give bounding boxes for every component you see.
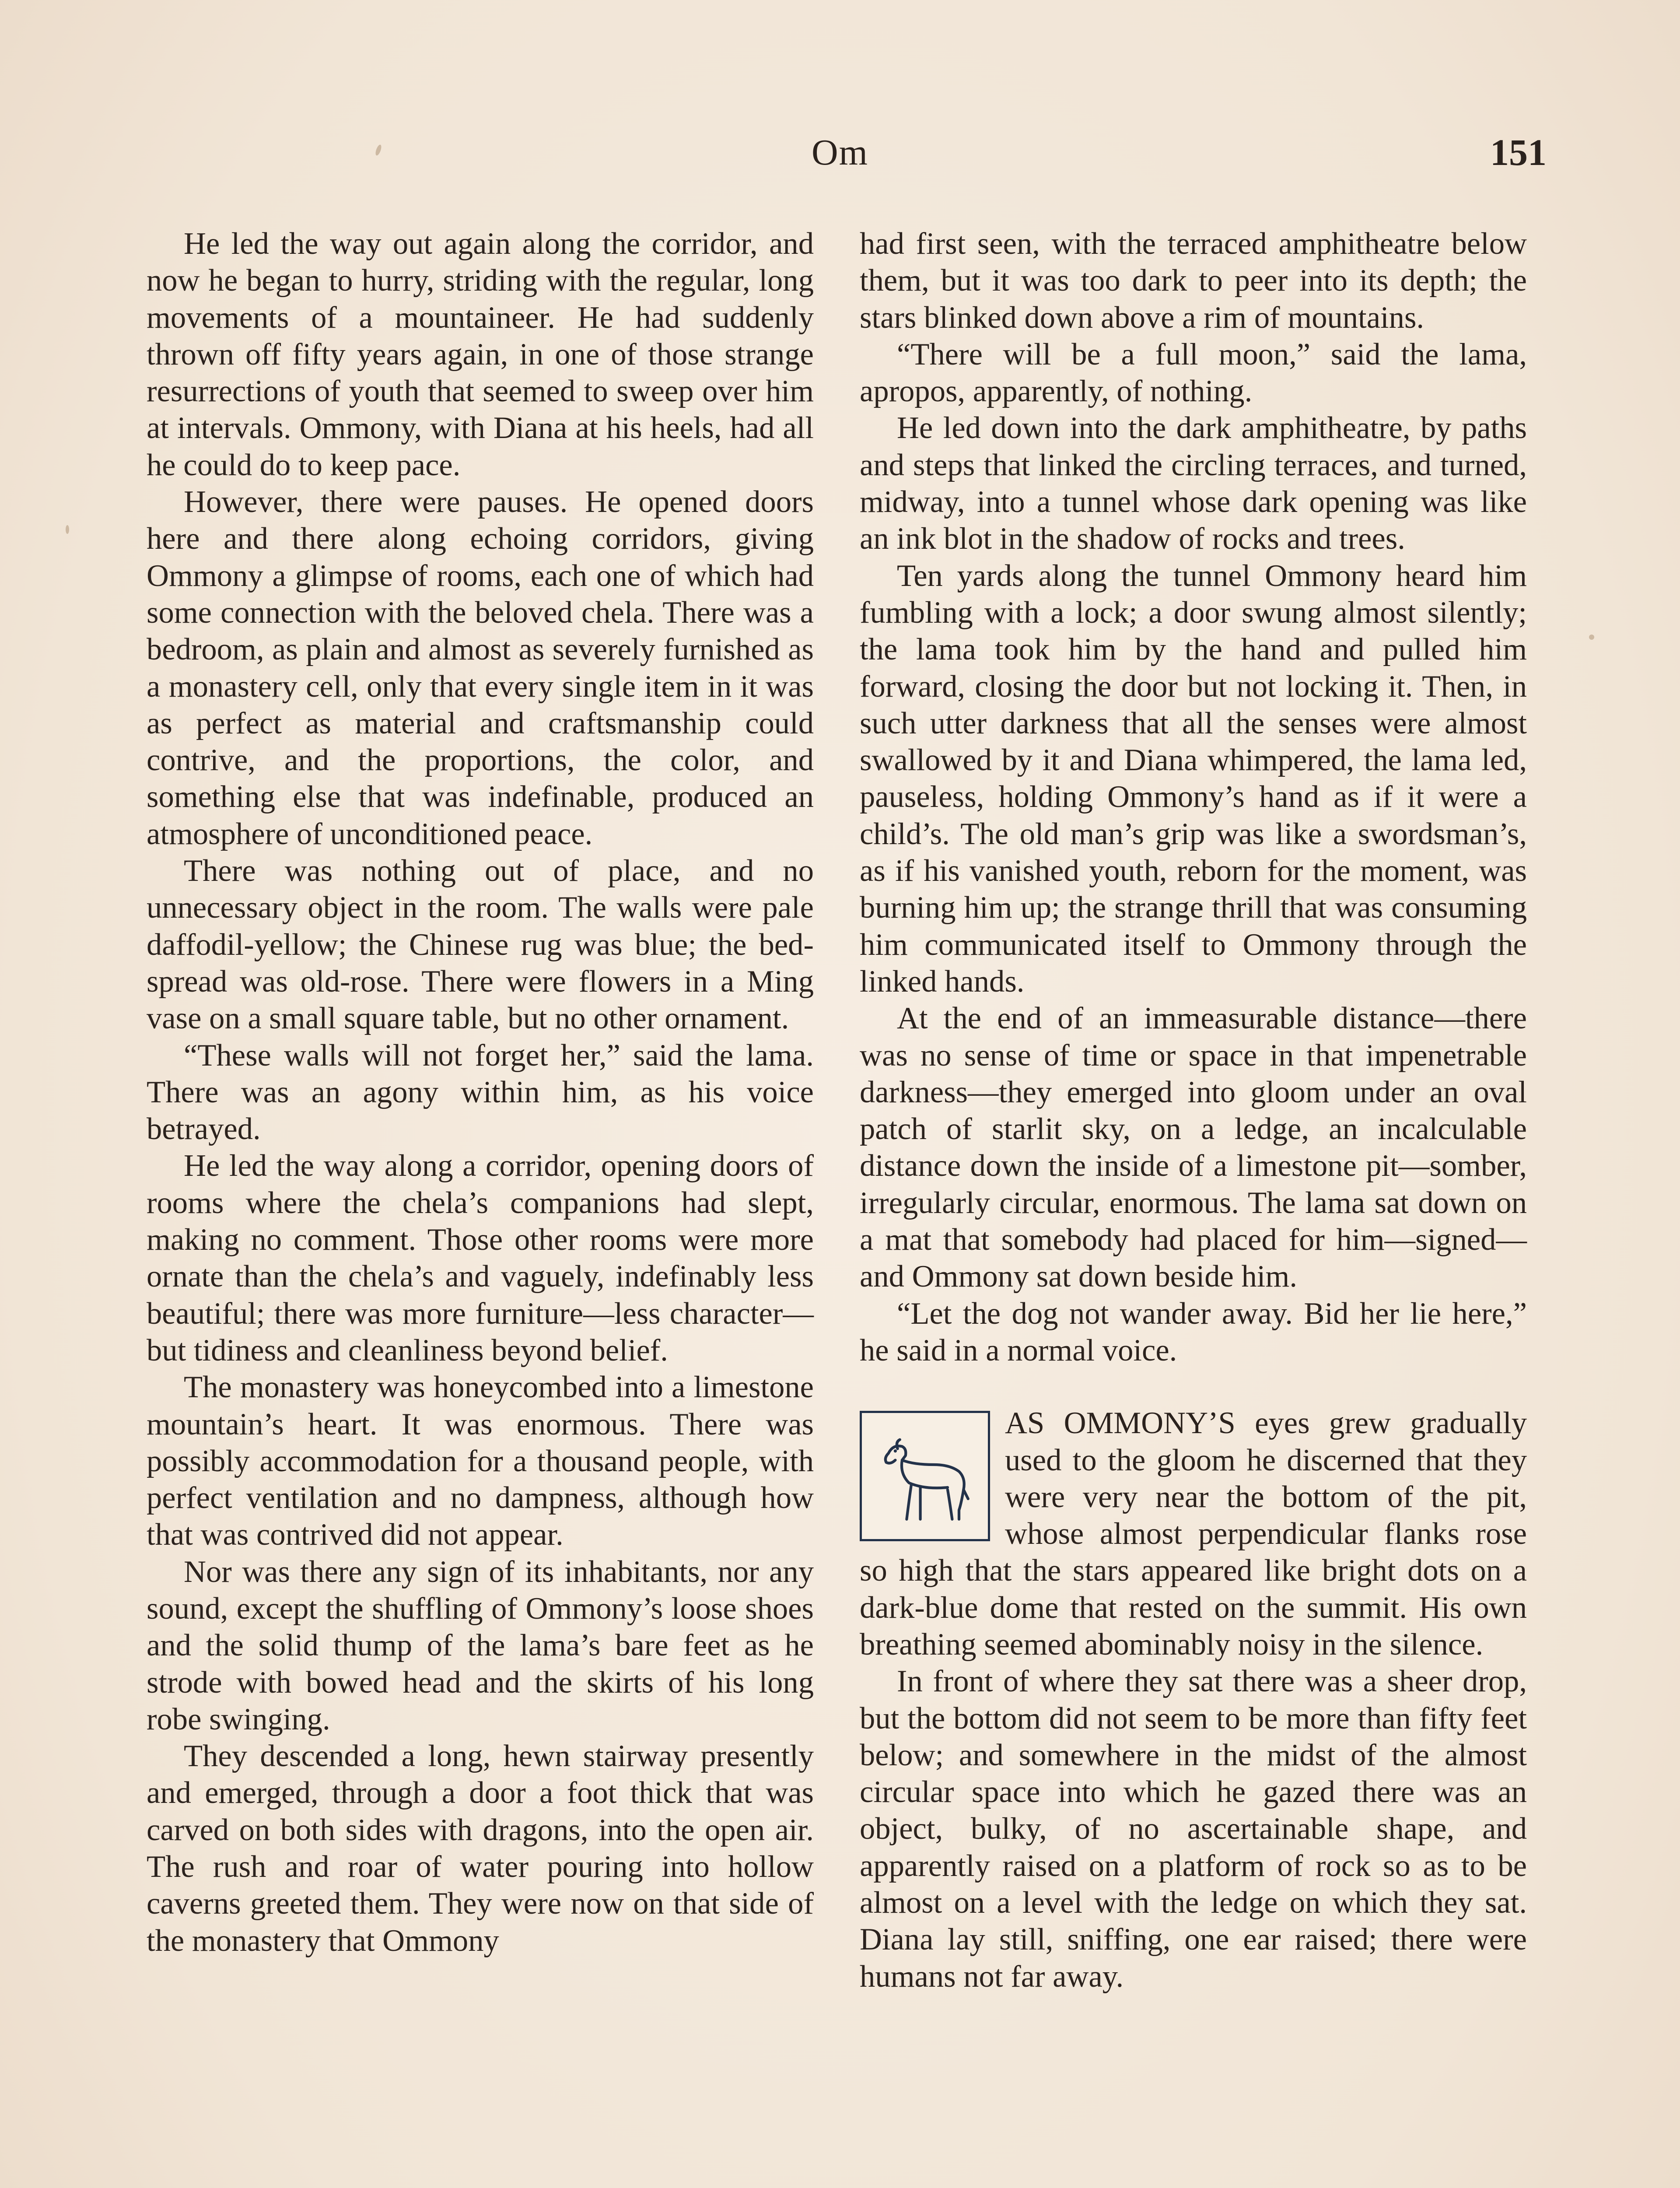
section-opening-paragraph: [860, 1405, 1527, 1663]
page-number: 151: [1490, 131, 1547, 173]
paragraph: In front of where they sat there was a sheer drop, but the bottom did not seem to be more than fifty feet below; and somewhere in the midst of the almost circular space into which he gazed there was an object, bulky, of no ascertainable shape, and apparently raised on a platform of rock so as to be almost on a level with the ledge on which they sat. Diana lay still, sniffing, one ear raised; there were humans not far away.: [860, 1664, 1527, 1994]
paper-blemish: [1589, 635, 1594, 640]
paragraph: He led down into the dark amphitheatre, by paths and steps that linked the circling terraces, and turned, midway, into a tunnel whose dark opening was like an ink blot in the shadow of rocks and trees.: [860, 411, 1527, 556]
paragraph: “Let the dog not wander away. Bid her lie here,” he said in a normal voice.: [860, 1296, 1527, 1368]
paragraph: However, there were pauses. He opened doors here and there along echoing corridors, giving Ommony a glimpse of rooms, each one of which had some connection with the beloved chela. There was a bedroom, as plain and almost as severely furnished as a monastery cell, only that every single item in it was as perfect as material and craftsmanship could contrive, and the proportions, the color, and something else that was indefinable, produced an atmosphere of unconditioned peace.: [147, 485, 814, 851]
paper-blemish: [374, 144, 382, 156]
dog-illustration-box: [860, 1411, 990, 1541]
paper-blemish: [66, 525, 69, 534]
right-column: [860, 225, 1527, 1995]
dog-icon: [868, 1419, 982, 1533]
paragraph: There was nothing out of place, and no unnecessary object in the room. The walls were pale daffodil-yellow; the Chinese rug was blue; the bed-spread was old-rose. There were flowers in a Ming vase on a small square table, but no other ornament.: [147, 854, 814, 1036]
running-title: Om: [812, 132, 868, 173]
paragraph: At the end of an immeasurable distance—there was no sense of time or space in that impenetrable darkness—they emerged into gloom under an oval patch of starlit sky, on a ledge, an incalculable distance down the inside of a limestone pit—somber, irregularly circular, enormous. The lama sat down on a mat that somebody had placed for him—signed—and Ommony sat down beside him.: [860, 1001, 1527, 1294]
paragraph: Ten yards along the tunnel Ommony heard him fumbling with a lock; a door swung almost silently; the lama took him by the hand and pulled him forward, closing the door but not locking it. Then, in such utter darkness that all the senses were almost swallowed by it and Diana whimpered, the lama led, pauseless, holding Ommony’s hand as if it were a child’s. The old man’s grip was like a swordsman’s, as if his vanished youth, reborn for the moment, was burning him up; the strange thrill that was consuming him communicated itself to Ommony through the linked hands.: [860, 558, 1527, 999]
paragraph: “These walls will not forget her,” said the lama. There was an agony within him, as his voice betrayed.: [147, 1038, 814, 1147]
paragraph: had first seen, with the terraced amphitheatre below them, but it was too dark to peer into its depth; the stars blinked down above a rim of mountains.: [860, 227, 1527, 335]
paragraph: “There will be a full moon,” said the lama, apropos, apparently, of nothing.: [860, 337, 1527, 409]
left-column: [147, 225, 814, 1959]
paragraph-text: AS OMMONY’S eyes grew gradually used to the gloom he discerned that they were very near the bottom of the pit, whose almost perpendicular flanks rose so high that the stars appeared like bright dots on a dark-blue dome that rested on the summit. His own breathing seemed abominably noisy in the silence.: [860, 1406, 1527, 1662]
paragraph: He led the way out again along the corridor, and now he began to hurry, striding with the regular, long movements of a mountaineer. He had suddenly thrown off fifty years again, in one of those strange resurrections of youth that seemed to sweep over him at intervals. Ommony, with Diana at his heels, had all he could do to keep pace.: [147, 227, 814, 482]
paragraph: Nor was there any sign of its inhabitants, nor any sound, except the shuffling of Ommony’s loose shoes and the solid thump of the lama’s bare feet as he strode with bowed head and the skirts of his long robe swinging.: [147, 1554, 814, 1736]
paragraph: The monastery was honeycombed into a limestone mountain’s heart. It was enormous. There was possibly accommodation for a thousand people, with perfect ventilation and no dampness, although how that was contrived did not appear.: [147, 1370, 814, 1552]
paragraph: He led the way along a corridor, opening doors of rooms where the chela’s companions had slept, making no comment. Those other rooms were more ornate than the chela’s and vaguely, indefinably less beautiful; there was more furniture—less character—but tidiness and cleanliness beyond belief.: [147, 1149, 814, 1368]
paragraph: They descended a long, hewn stairway presently and emerged, through a door a foot thick that was carved on both sides with dragons, into the open air. The rush and roar of water pouring into hollow caverns greeted them. They were now on that side of the monastery that Ommony: [147, 1739, 814, 1958]
